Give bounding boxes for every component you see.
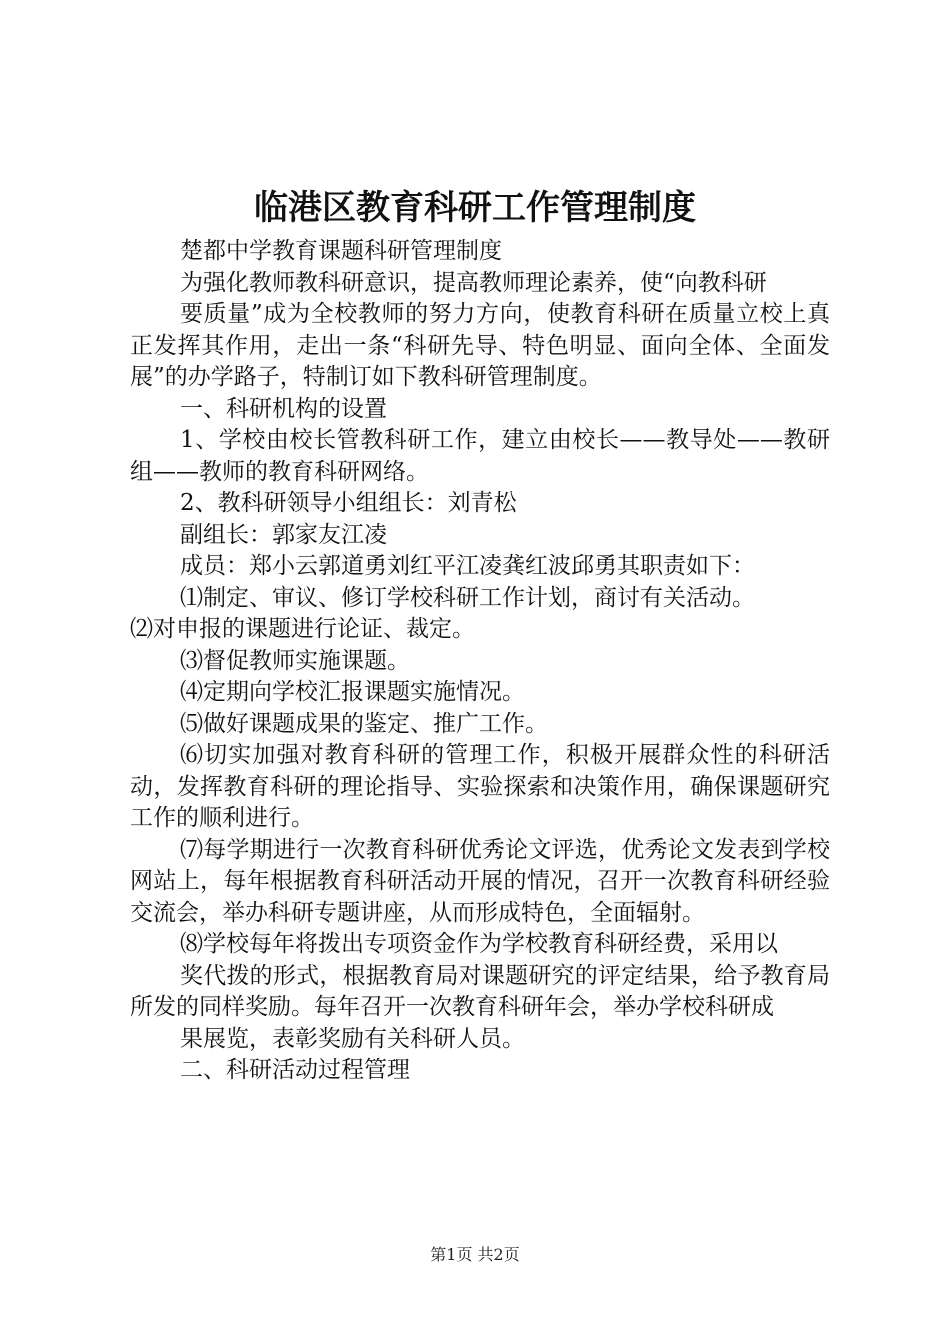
page-footer: 第1页 共2页 — [430, 1245, 520, 1264]
body-paragraph: 楚都中学教育课题科研管理制度 — [180, 238, 502, 264]
body-paragraph: 成员：郑小云郭道勇刘红平江凌龚红波邱勇其职责如下： — [180, 553, 755, 579]
body-paragraph: ⑴制定、审议、修订学校科研工作计划，商讨有关活动。 — [180, 584, 755, 611]
body-paragraph: ⑺每学期进行一次教育科研优秀论文评选，优秀论文发表到学校网站上，每年根据教育科研活动开展的情况，召开一次教育科研经验交流会，举办科研专题讲座，从而形成特色，全面辐射。 — [130, 836, 830, 926]
page-title: 临港区教育科研工作管理制度 — [254, 188, 696, 228]
body-paragraph: ⑻学校每年将拨出专项资金作为学校教育科研经费，采用以 — [180, 931, 778, 957]
body-paragraph: ⑵对申报的课题进行论证、裁定。 — [130, 616, 475, 642]
body-paragraph: 果展览，表彰奖励有关科研人员。 — [180, 1025, 525, 1052]
body-paragraph: 为强化教师教科研意识，提高教师理论素养，使“向教科研 — [180, 269, 767, 296]
body-paragraph: 奖代拨的形式，根据教育局对课题研究的评定结果，给予教育局所发的同样奖励。每年召开一次教育科研年会，举办学校科研成 — [130, 962, 830, 1020]
body-paragraph: 要质量”成为全校教师的努力方向，使教育科研在质量立校上真正发挥其作用，走出一条“科研先导、特色明显、面向全体、全面发展”的办学路子，特制订如下教科研管理制度。 — [130, 301, 830, 390]
body-paragraph: ⑹切实加强对教育科研的管理工作，积极开展群众性的科研活动，发挥教育科研的理论指导、实验探索和决策作用，确保课题研究工作的顺利进行。 — [130, 742, 830, 831]
body-paragraph: ⑷定期向学校汇报课题实施情况。 — [180, 679, 525, 705]
body-paragraph: 一、科研机构的设置 — [180, 395, 387, 422]
document-body — [130, 236, 830, 1087]
body-paragraph: 1、学校由校长管教科研工作，建立由校长——教导处——教研组——教师的教育科研网络。 — [130, 427, 830, 485]
body-paragraph: ⑶督促教师实施课题。 — [180, 647, 410, 674]
body-paragraph: 二、科研活动过程管理 — [180, 1057, 410, 1083]
body-paragraph: 2、教科研领导小组组长：刘青松 — [180, 490, 517, 516]
body-paragraph: 副组长：郭家友江凌 — [180, 521, 387, 548]
body-paragraph: ⑸做好课题成果的鉴定、推广工作。 — [180, 710, 548, 737]
